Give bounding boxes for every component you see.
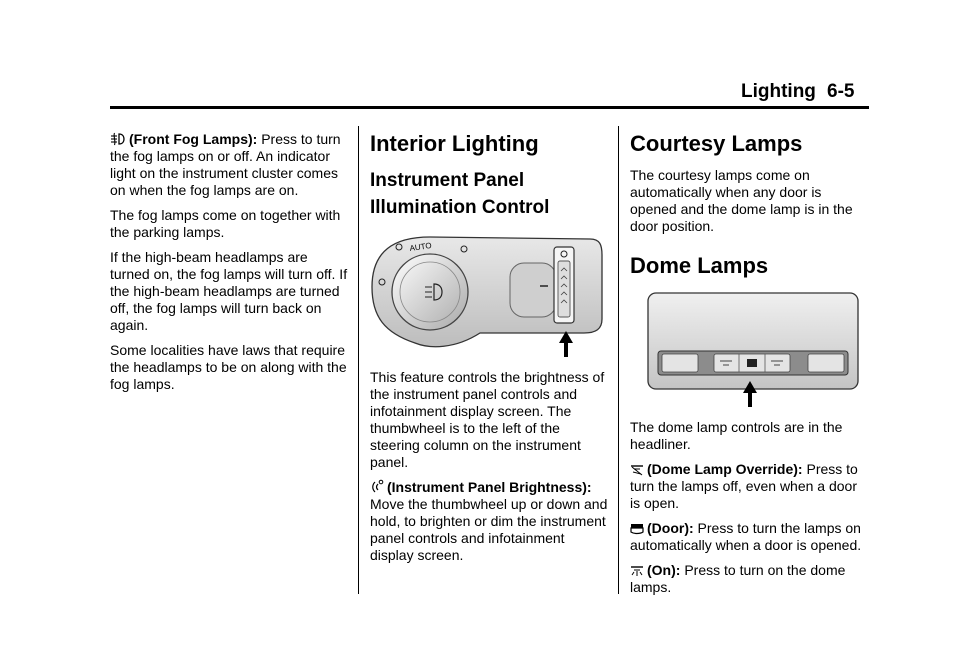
column-divider-2: [618, 126, 619, 594]
column-courtesy-dome: [630, 131, 870, 604]
dome-on-paragraph: [630, 562, 870, 596]
dome-override-text: Press to turn the lamps off, even when a door is open.: [630, 461, 858, 511]
instrument-panel-brightness-icon: [370, 479, 384, 494]
fog-law-paragraph: Some localities have laws that require the headlamps to be on along with the fog lamps.: [110, 342, 347, 392]
fog-highbeam-paragraph: If the high-beam headlamps are turned on, the fog lamps will turn off. If the high-beam headlamps are turned off, the fog lamps will turn back on again.: [110, 249, 348, 333]
dome-on-text: Press to turn on the dome lamps.: [630, 562, 846, 595]
dome-on-label: (On):: [647, 562, 681, 578]
dome-override-label: (Dome Lamp Override):: [647, 461, 803, 477]
dome-door-label: (Door):: [647, 520, 694, 536]
fog-lamps-label: (Front Fog Lamps):: [129, 131, 258, 147]
headlamp-switch-illustration: [370, 231, 606, 359]
dome-lamps-heading: Dome Lamps: [630, 253, 769, 278]
brightness-paragraph: This feature controls the brightness of the instrument panel controls and infotainment display screen. The thumbwheel is to the left of the steering column on the instrument panel.: [370, 369, 605, 470]
fog-lamp-icon: [110, 132, 126, 146]
auto-mode-label: AUTO: [409, 240, 433, 253]
dome-lamp-console-illustration: [630, 289, 860, 409]
dome-door-icon: [630, 523, 644, 535]
fog-lamps-paragraph: [110, 131, 350, 199]
dome-lamp-on-icon: [630, 565, 644, 577]
dome-door-text: Press to turn the lamps on automatically when a door is opened.: [630, 520, 862, 553]
ip-brightness-text: Move the thumbwheel up or down and hold, to brighten or dim the instrument panel controls and infotainment display screen.: [370, 496, 608, 563]
interior-lighting-heading: Interior Lighting: [370, 131, 539, 156]
page-number: 6-5: [827, 81, 855, 102]
fog-parking-paragraph: The fog lamps come on together with the parking lamps.: [110, 207, 341, 240]
dome-door-paragraph: [630, 520, 870, 554]
dome-override-paragraph: [630, 461, 870, 512]
instrument-panel-heading: Instrument Panel Illumination Control: [370, 170, 550, 218]
column-divider-1: [358, 126, 359, 594]
running-header-section: Lighting: [741, 81, 816, 102]
courtesy-lamps-paragraph: The courtesy lamps come on automatically when any door is opened and the dome lamp is in the door position.: [630, 167, 853, 234]
ip-brightness-label: (Instrument Panel Brightness):: [387, 479, 592, 495]
header-rule: [110, 106, 869, 109]
thumbwheel-arrow: [559, 331, 573, 357]
dome-lamp-override-icon: [630, 464, 644, 476]
dome-intro-paragraph: The dome lamp controls are in the headliner.: [630, 419, 843, 452]
ip-brightness-paragraph: [370, 479, 610, 564]
column-interior-lighting: [370, 131, 610, 572]
column-fog-lamps: [110, 131, 350, 401]
courtesy-lamps-heading: Courtesy Lamps: [630, 131, 803, 156]
fog-lamps-text: Press to turn the fog lamps on or off. An indicator light on the instrument cluster comes on when the fog lamps are on.: [110, 131, 341, 198]
